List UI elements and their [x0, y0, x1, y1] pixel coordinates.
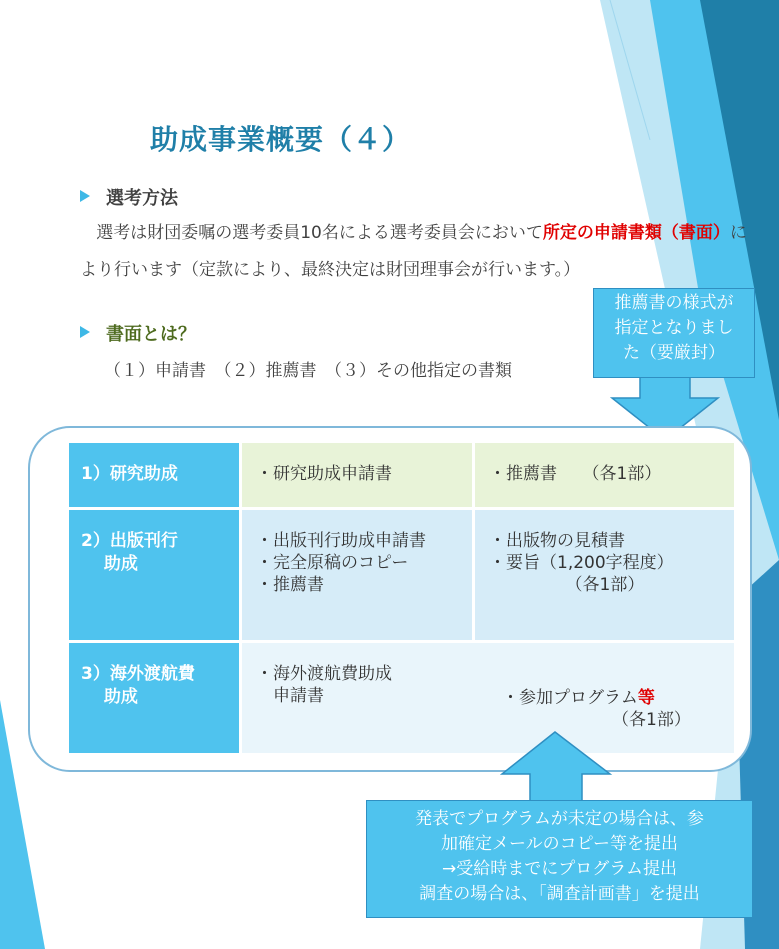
section1-heading: 選考方法	[106, 188, 178, 209]
section1-text-a: 選考は財団委嘱の選考委員10名による選考委員会において	[96, 223, 543, 243]
row-header-line: 2）出版刊行	[81, 531, 178, 551]
bullet-icon	[80, 190, 90, 202]
callout-bottom-line: 調査の場合は、「調査計画書」を提出	[419, 884, 700, 904]
table-cell	[475, 510, 734, 640]
cell-line: ・完全原稿のコピー	[256, 553, 409, 573]
page-title: 助成事業概要（４）	[150, 123, 412, 156]
callout-bottom-line: →受給時までにプログラム提出	[441, 859, 678, 879]
row-header-line: 1）研究助成	[81, 464, 178, 484]
cell-line: ・海外渡航費助成	[256, 664, 392, 684]
cell-line	[502, 687, 655, 709]
callout-bottom	[366, 800, 753, 918]
callout-top-line: 推薦書の様式が	[614, 293, 734, 313]
cell-line: （各1部）	[489, 575, 645, 595]
section1-text-b: により行います（定款により、最終決定は財団理事会が行います。）	[80, 223, 747, 280]
callout-bottom-arrow	[500, 730, 630, 802]
section1-text	[80, 215, 750, 289]
cell-line: ・推薦書 （各1部）	[489, 464, 662, 484]
table-cell	[242, 443, 472, 507]
callout-bottom-line: 発表でプログラムが未定の場合は、参	[415, 809, 704, 829]
bullet-icon	[80, 326, 90, 338]
callout-top	[593, 288, 755, 378]
table-row-header	[69, 643, 239, 753]
cell-line: ・研究助成申請書	[256, 464, 392, 484]
section1-text-red: 所定の申請書類（書面）	[542, 223, 730, 243]
cell-line: ・推薦書	[256, 575, 324, 595]
callout-bottom-line: 加確定メールのコピー等を提出	[441, 834, 678, 854]
cell-text-red: 等	[637, 688, 655, 708]
cell-text: ・参加プログラム	[502, 688, 638, 708]
cell-line: ・要旨（1,200字程度）	[489, 553, 674, 573]
cell-line: ・出版物の見積書	[489, 531, 625, 551]
section2-items: （１）申請書 （２）推薦書 （３）その他指定の書類	[104, 361, 512, 381]
cell-line: （各1部）	[612, 710, 691, 730]
row-header-line: 助成	[81, 687, 138, 707]
cell-line: ・出版刊行助成申請書	[256, 531, 426, 551]
table-cell	[242, 510, 472, 640]
table-cell	[242, 643, 734, 753]
cell-line: 申請書	[256, 686, 324, 706]
row-header-line: 3）海外渡航費	[81, 664, 195, 684]
callout-top-line: 指定となりまし	[614, 318, 734, 338]
callout-top-line: た（要厳封）	[623, 343, 725, 363]
table-cell	[475, 443, 734, 507]
section2-heading: 書面とは？	[106, 324, 196, 345]
table-row-header	[69, 510, 239, 640]
table-row-header	[69, 443, 239, 507]
row-header-line: 助成	[81, 554, 138, 574]
